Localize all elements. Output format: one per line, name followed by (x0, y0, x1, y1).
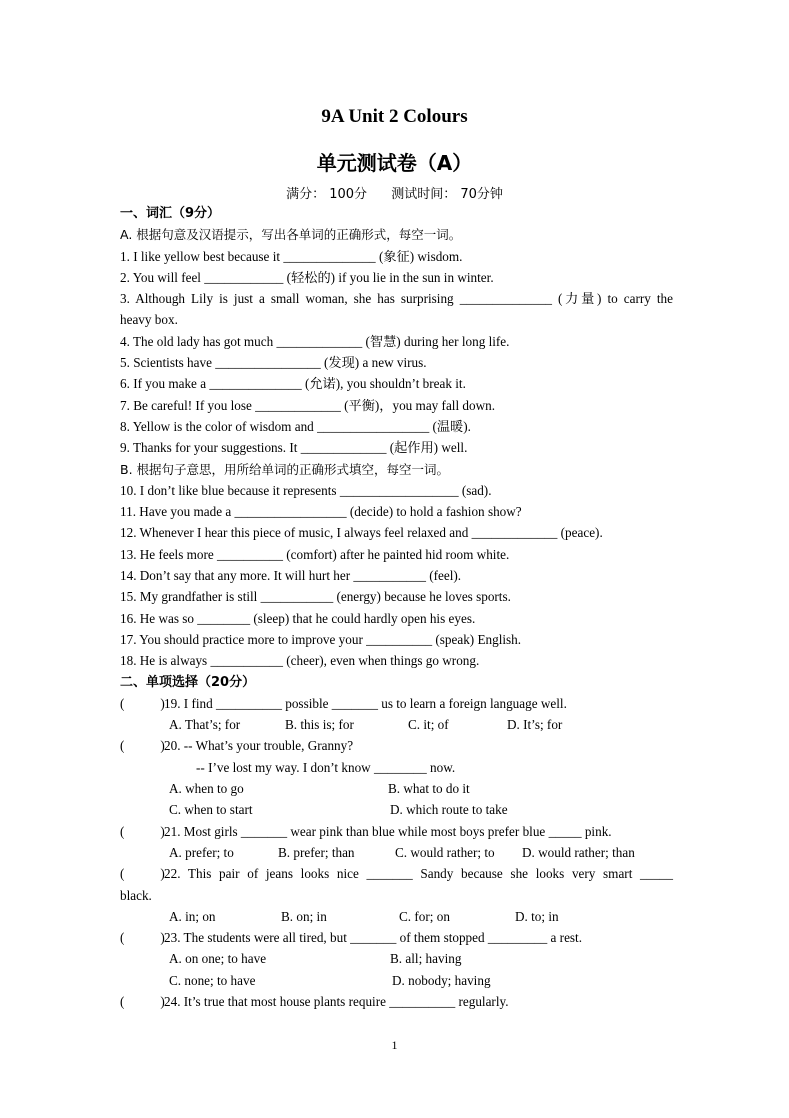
question-21 (120, 821, 673, 842)
option-c[interactable]: C. for; on (399, 908, 450, 924)
option-b[interactable]: B. prefer; than (278, 844, 355, 860)
option-d[interactable]: D. which route to take (390, 802, 508, 818)
option-d[interactable]: D. It’s; for (507, 717, 563, 733)
question-20-options-cd (120, 799, 673, 820)
option-b[interactable]: B. what to do it (388, 781, 470, 797)
question-13: 13. He feels more __________ (comfort) after he painted hid room white. (120, 546, 510, 562)
option-a[interactable]: A. on one; to have (169, 951, 267, 967)
question-23-options-ab (120, 948, 673, 969)
part-a-instruction: A. 根据句意及汉语提示，写出各单词的正确形式，每空一词。 (120, 227, 462, 243)
part-b-instruction: B. 根据句子意思，用所给单词的正确形式填空，每空一词。 (120, 461, 450, 477)
question-16: 16. He was so ________ (sleep) that he could hardly open his eyes. (120, 610, 476, 626)
question-10: 10. I don’t like blue because it represents __________________ (sad). (120, 482, 492, 498)
option-b[interactable]: B. on; in (281, 908, 327, 924)
question-22-options (120, 906, 673, 927)
question-20 (120, 735, 673, 756)
test-info (0, 183, 789, 202)
option-c[interactable]: C. when to start (169, 802, 253, 818)
section-heading-multiple-choice: 二、单项选择（20分） (120, 674, 256, 690)
question-6: 6. If you make a ______________ (允诺), you shouldn’t break it. (120, 376, 466, 392)
page-number: 1 (391, 1038, 398, 1052)
option-a[interactable]: A. in; on (169, 908, 216, 924)
answer-blank-20[interactable]: ( ) (120, 738, 165, 754)
section-heading-vocabulary: 一、词汇（9分） (120, 206, 221, 221)
question-5: 5. Scientists have ________________ (发现) a new virus. (120, 355, 427, 371)
option-d[interactable]: D. would rather; than (522, 844, 635, 860)
question-3: 3. Although Lily is just a small woman, she has surprising ______________ (力量) to carry the (120, 291, 673, 307)
question-22-stem: 22. This pair of jeans looks nice _______ Sandy because she looks very smart _____ (164, 866, 673, 882)
option-c[interactable]: C. would rather; to (395, 844, 495, 860)
page-subtitle: 单元测试卷（A） (316, 151, 473, 175)
question-4: 4. The old lady has got much _____________ (智慧) during her long life. (120, 333, 510, 349)
answer-blank-19[interactable]: ( ) (120, 695, 165, 711)
time-info: 测试时间： 70分钟 (391, 187, 503, 202)
score-info: 满分： 100分 (286, 187, 368, 202)
question-19-stem: 19. I find __________ possible _______ us to learn a foreign language well. (164, 695, 567, 711)
question-19-options (120, 714, 673, 735)
option-a[interactable]: A. when to go (169, 781, 244, 797)
option-c[interactable]: C. it; of (408, 717, 449, 733)
question-23 (120, 927, 673, 948)
option-a[interactable]: A. That’s; for (169, 717, 241, 733)
question-8: 8. Yellow is the color of wisdom and _________________ (温暖). (120, 418, 471, 434)
page-title: 9A Unit 2 Colours (321, 106, 468, 127)
question-20-stem: 20. -- What’s your trouble, Granny? (164, 738, 354, 754)
option-a[interactable]: A. prefer; to (169, 844, 234, 860)
question-15: 15. My grandfather is still ___________ (energy) because he loves sports. (120, 589, 511, 605)
question-23-options-cd (120, 970, 673, 991)
question-24-stem: 24. It’s true that most house plants require __________ regularly. (164, 993, 509, 1009)
question-17: 17. You should practice more to improve your __________ (speak) English. (120, 631, 522, 647)
option-b[interactable]: B. all; having (390, 951, 462, 967)
question-9: 9. Thanks for your suggestions. It _____________ (起作用) well. (120, 440, 468, 456)
answer-blank-23[interactable]: ( ) (120, 930, 165, 946)
option-d[interactable]: D. nobody; having (392, 972, 491, 988)
exam-content (120, 203, 673, 1012)
option-c[interactable]: C. none; to have (169, 972, 256, 988)
question-21-options (120, 842, 673, 863)
question-14: 14. Don’t say that any more. It will hurt her ___________ (feel). (120, 568, 462, 584)
question-22 (120, 863, 673, 884)
answer-blank-24[interactable]: ( ) (120, 993, 165, 1009)
option-d[interactable]: D. to; in (515, 908, 559, 924)
question-7: 7. Be careful! If you lose _____________ (平衡)，you may fall down. (120, 397, 496, 413)
question-21-stem: 21. Most girls _______ wear pink than blue while most boys prefer blue _____ pink. (164, 823, 612, 839)
question-20-stem-2: -- I’ve lost my way. I don’t know ________ now. (196, 759, 456, 775)
question-1: 1. I like yellow best because it ______________ (象征) wisdom. (120, 248, 463, 264)
question-23-stem: 23. The students were all tired, but _______ of them stopped _________ a rest. (164, 930, 583, 946)
question-2: 2. You will feel ____________ (轻松的) if you lie in the sun in winter. (120, 269, 494, 285)
question-18: 18. He is always ___________ (cheer), even when things go wrong. (120, 653, 480, 669)
question-24 (120, 991, 673, 1012)
option-b[interactable]: B. this is; for (285, 717, 354, 733)
question-12: 12. Whenever I hear this piece of music, I always feel relaxed and _____________ (peace). (120, 525, 603, 541)
question-22-stem-2: black. (120, 887, 152, 903)
question-20-options-ab (120, 778, 673, 799)
question-11: 11. Have you made a _________________ (decide) to hold a fashion show? (120, 504, 522, 520)
question-3-continued: heavy box. (120, 312, 178, 328)
question-19 (120, 693, 673, 714)
answer-blank-22[interactable]: ( ) (120, 866, 165, 882)
answer-blank-21[interactable]: ( ) (120, 823, 165, 839)
